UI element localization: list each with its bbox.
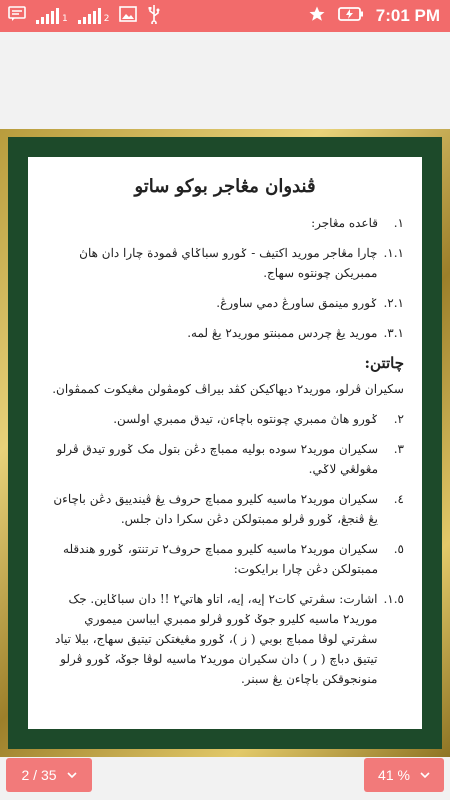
section-intro: سکيران ڤرلو، موريد٢ ديهاکيکن کڤد بيراڤ کومڤولن مڠيکوت کممڤوان. [52,382,404,396]
sim1-label: 1 [62,14,68,24]
item-text: چارا مڠاجر موريد اکتيف - ݢورو سباݢاي ڤمودة چارا دان هاڽ ممبريکن چونتوه سهاج. [79,246,378,280]
signal-sim2-icon [78,8,110,24]
item-text: اشارت: سڤرتي کات٢ إيه، إيه، اتاو هاتي٢ !! دان سباݢاين. جک موريد٢ ماسيه کليرو جوݢ ݢورو ڤرلو ممبري ايباسن ميموري سڤرتي لوڤا ممباچ بوبي ( ز )، ݢورو مڠيغتکن تيتيق سهاج، بيلا تياد تيتيق دباچ ( ر ) دان سکيران موريد٢ ماسيه لوڤا جوݢ، ݢورو ڤرلو منونجوقکن باچاءن يڠ سبنر. [55,592,378,686]
item-number: ١. [393,216,404,230]
item-text: سکيران موريد٢ ماسيه کليرو ممباچ حروف٢ ترتنتو، ݢورو هندقله ممبتولکن دڠن چارا برايکوت: [63,542,378,576]
item-number: ١.١. [383,246,404,260]
section-heading: چاتتن: [364,354,404,372]
list-item [46,409,404,429]
sim2-label: 2 [103,14,110,24]
item-number: ٢. [393,412,404,426]
list-item [46,589,404,689]
list-item [46,213,404,233]
list-item [46,243,404,283]
list-item [46,293,404,313]
battery-charging-icon [338,6,364,26]
signal-sim1-icon [36,8,68,24]
item-number: ٥. [393,542,404,556]
page-content [46,169,404,721]
item-number: ١.٥. [383,592,404,606]
zoom-level: 41 % [378,767,410,783]
usb-icon [147,4,161,28]
status-bar-left [8,0,161,32]
status-bar [0,0,450,32]
page-indicator: 2 / 35 [21,767,57,783]
item-text: موريد يڠ چردس ممبنتو موريد٢ يڠ لمه. [187,326,378,340]
item-number: ٣.١. [383,326,404,340]
document-page[interactable] [28,157,422,729]
page-frame-inner [8,137,442,749]
item-text: ݢورو مينمق ساورڠ دمي ساورڠ. [216,296,378,310]
page-frame [0,129,450,757]
notification-message-icon [8,6,26,26]
item-text: سکيران موريد٢ سوده بوليه ممباچ دڠن بتول مک ݢورو تيدق ڤرلو مڠولڠي لاݢي. [56,442,378,476]
item-number: ٣. [393,442,404,456]
page-selector-button[interactable] [6,758,92,792]
item-text: ݢورو هاڽ ممبري چونتوه باچاءن، تيدق ممبري اولسن. [113,412,378,426]
list-item [46,539,404,579]
zoom-selector-button[interactable] [364,758,444,792]
item-number: ٤. [393,492,404,506]
image-icon [119,6,137,26]
status-bar-right [308,0,440,32]
clock: 7:01 PM [375,6,440,25]
chevron-down-icon [420,768,430,782]
list-item [46,439,404,479]
list-item [46,489,404,529]
chevron-down-icon [67,768,77,782]
document-viewer[interactable] [0,32,450,745]
item-text: سکيران موريد٢ ماسيه کليرو ممباچ حروف يڠ ڤيندييق دڠن باچاءن يڠ ڤنجڠ، ݢورو ڤرلو ممبتولکن دڠن سکرا دان جلس. [53,492,378,526]
star-icon [308,5,326,27]
item-text: قاعده مڠاجر: [311,216,378,230]
item-number: ٢.١. [383,296,404,310]
page-title: ڤندوان مڠاجر بوکو ساتو [134,176,316,197]
list-item [46,323,404,343]
